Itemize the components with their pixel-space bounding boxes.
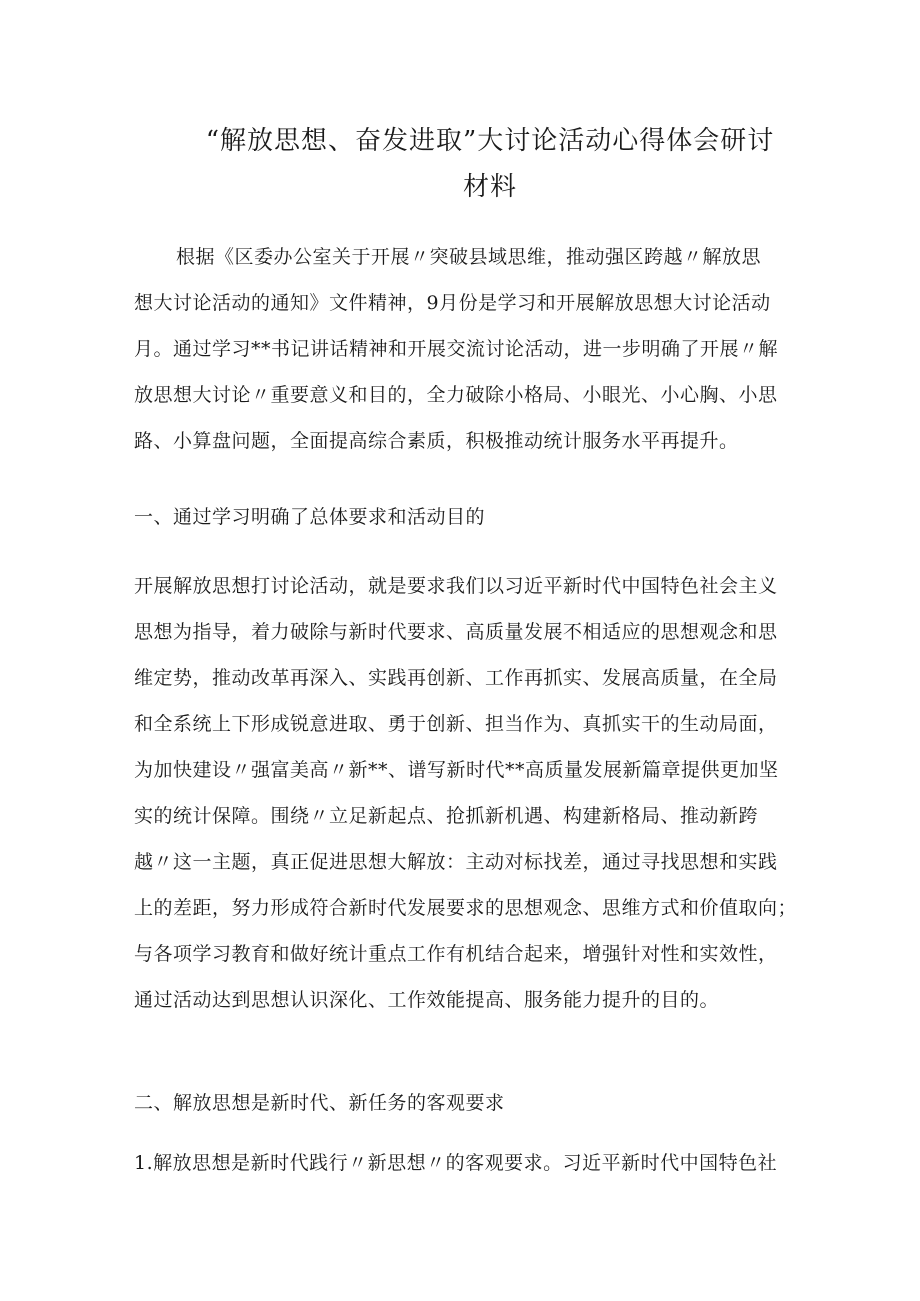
section-1-line: 越〃这一主题，真正促进思想大解放：主动对标找差，通过寻找思想和实践 bbox=[134, 851, 778, 873]
intro-line: 根据《区委办公室关于开展〃突破县域思维，推动强区跨越〃解放思 bbox=[176, 246, 762, 268]
section-1-paragraph bbox=[134, 563, 798, 1023]
section-1-line: 开展解放思想打讨论活动，就是要求我们以习近平新时代中国特色社会主义 bbox=[134, 575, 778, 597]
intro-line: 放思想大讨论〃重要意义和目的，全力破除小格局、小眼光、小心胸、小思 bbox=[134, 384, 778, 406]
section-2-heading: 二、解放思想是新时代、新任务的客观要求 bbox=[134, 1092, 505, 1114]
section-1-line: 实的统计保障。围绕〃立足新起点、抢抓新机遇、构建新格局、推动新跨 bbox=[134, 805, 759, 827]
intro-line: 月。通过学习**书记讲话精神和开展交流讨论活动，进一步明确了开展〃解 bbox=[134, 338, 779, 360]
intro-line: 想大讨论活动的通知》文件精神，9月份是学习和开展解放思想大讨论活动 bbox=[134, 292, 771, 314]
section-1-line: 上的差距，努力形成符合新时代发展要求的思想观念、思维方式和价值取向； bbox=[134, 897, 798, 919]
section-1-line: 和全系统上下形成锐意进取、勇于创新、担当作为、真抓实干的生动局面， bbox=[134, 713, 778, 735]
section-1-line: 思想为指导，着力破除与新时代要求、高质量发展不相适应的思想观念和思 bbox=[134, 621, 778, 643]
intro-paragraph bbox=[134, 234, 794, 464]
intro-line: 路、小算盘问题，全面提高综合素质，积极推动统计服务水平再提升。 bbox=[134, 430, 739, 452]
section-1-line: 通过活动达到思想认识深化、工作效能提高、服务能力提升的目的。 bbox=[134, 989, 720, 1011]
section-2-item-1: 1.解放思想是新时代践行〃新思想〃的客观要求。习近平新时代中国特色社 bbox=[134, 1152, 778, 1174]
section-1-line: 为加快建设〃强富美高〃新**、谱写新时代**高质量发展新篇章提供更加坚 bbox=[134, 759, 779, 781]
section-1-heading: 一、通过学习明确了总体要求和活动目的 bbox=[134, 506, 486, 528]
section-1-line: 维定势，推动改革再深入、实践再创新、工作再抓实、发展高质量，在全局 bbox=[134, 667, 778, 689]
document-title-line-1: “解放思想、奋发进取”大讨论活动心得体会研讨 bbox=[205, 126, 775, 156]
document-title-line-2: 材料 bbox=[462, 172, 517, 202]
section-1-line: 与各项学习教育和做好统计重点工作有机结合起来，增强针对性和实效性， bbox=[134, 943, 778, 965]
